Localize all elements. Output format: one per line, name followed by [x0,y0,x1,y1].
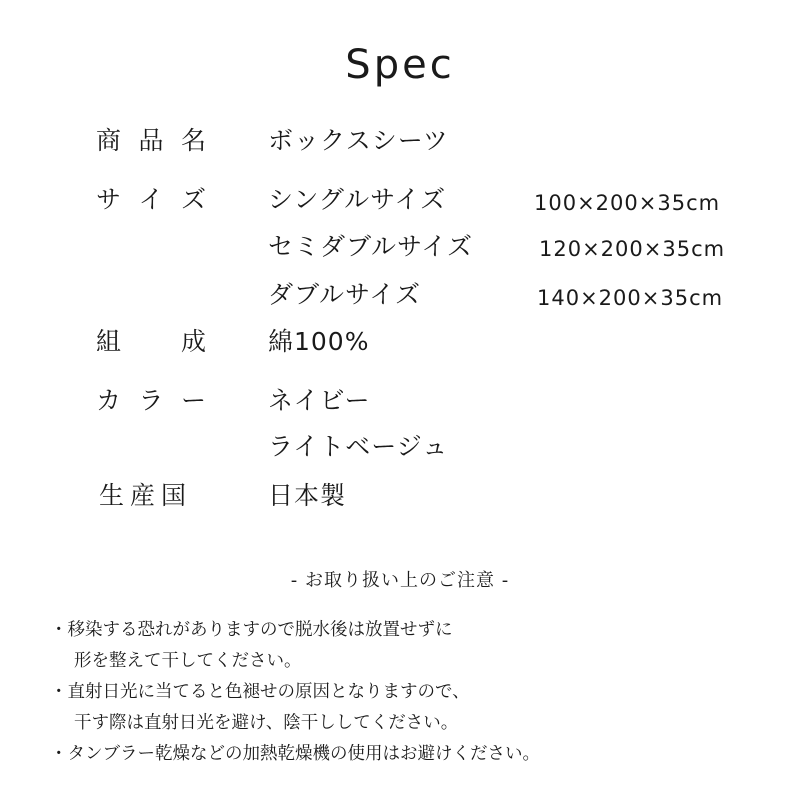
size-item-name: ダブルサイズ [268,280,422,309]
size-item-dims: 140×200×35cm [537,286,724,310]
label-char: 名 [180,126,206,155]
size-item-dims: 100×200×35cm [534,191,721,215]
label-char: イ [138,185,164,214]
composition-value: 綿100% [268,327,370,356]
page-title: Spec [345,42,455,88]
size-item-name: セミダブルサイズ [268,232,474,261]
label-char: 組 [96,327,122,356]
label-char: サ [96,185,122,214]
product-name-value: ボックスシーツ [268,126,449,155]
size-item-dims: 120×200×35cm [539,237,726,261]
size-label [96,185,206,215]
size-item-name: シングルサイズ [268,185,447,214]
label-char: ズ [180,185,206,214]
notes-title: - お取り扱い上のご注意 - [290,570,510,591]
color-label [96,386,206,416]
label-char: ラ [138,386,164,415]
note-line: ・直射日光に当てると色褪せの原因となりますので、 [50,682,470,702]
origin-value: 日本製 [268,481,347,510]
color-value: ネイビー [268,386,371,415]
composition-label [96,327,206,357]
label-char: ー [180,386,206,415]
label-char: 成 [180,327,206,356]
note-line: 形を整えて干してください。 [74,651,302,671]
label-char: カ [96,386,122,415]
label-char: 品 [138,126,164,155]
note-line: ・タンブラー乾燥などの加熱乾燥機の使用はお避けください。 [50,744,540,764]
note-line: 干す際は直射日光を避け、陰干ししてください。 [74,713,459,733]
label-char: 商 [96,126,122,155]
origin-label: 生産国 [99,481,193,510]
color-value: ライトベージュ [268,432,449,461]
note-line: ・移染する恐れがありますので脱水後は放置せずに [50,620,453,640]
product-name-label [96,126,206,156]
